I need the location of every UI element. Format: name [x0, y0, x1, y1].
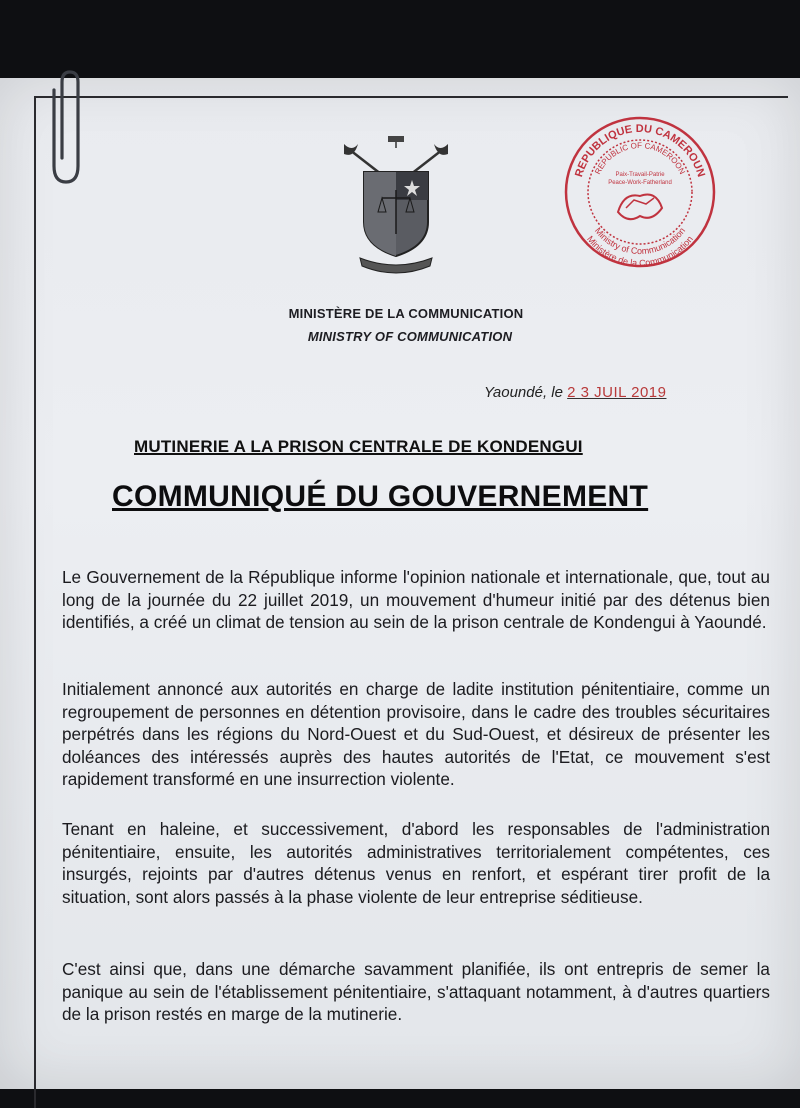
dateline: [484, 384, 666, 401]
stamp-inner-text: REPUBLIC OF CAMEROON: [593, 140, 687, 176]
paragraph: C'est ainsi que, dans une démarche savamment planifiée, ils ont entrepris de semer la panique au sein de l'établissement pénitentiaire, s'attaquant notamment, à d'autres quartiers de la prison restés en marge de la mutinerie.: [62, 959, 770, 1024]
document-title: COMMUNIQUÉ DU GOUVERNEMENT: [112, 480, 649, 513]
document-subtitle: MUTINERIE A LA PRISON CENTRALE DE KONDENGUI: [134, 437, 583, 456]
svg-text:REPUBLIC OF CAMEROON: [593, 141, 687, 176]
paragraph: Initialement annoncé aux autorités en charge de ladite institution pénitentiaire, comme un regroupement de personnes en détention provisoire, dans le cadre des troubles sécuritaires perpétrés dans les régions du Nord-Ouest et du Sud-Ouest, et désireux de présenter les doléances des intéressés auprès des hautes autorités de l'Etat, ce mouvement s'est rapidement transformé en une insurrection violente.: [62, 679, 770, 789]
coat-of-arms-emblem: [336, 130, 456, 280]
paperclip-icon: [40, 70, 90, 188]
dateline-prefix: Yaoundé, le: [484, 384, 563, 401]
ministry-name-fr: MINISTÈRE DE LA COMMUNICATION: [288, 306, 524, 321]
stamp-motto-fr: Paix-Travail-Patrie: [615, 172, 665, 178]
ministry-name-en: MINISTRY OF COMMUNICATION: [307, 329, 513, 344]
date-stamp: 2 3 JUIL 2019: [567, 384, 667, 401]
stamp-motto-en: Peace-Work-Fatherland: [608, 180, 672, 186]
paragraph: Le Gouvernement de la République informe l'opinion nationale et internationale, que, tout au long de la journée du 22 juillet 2019, un mouvement d'humeur initié par des détenus bien identifiés, a créé un climat de tension au sein de la prison centrale de Kondengui à Yaoundé.: [62, 567, 770, 632]
stamp-top-text: REPUBLIQUE DU CAMEROUN: [573, 122, 707, 179]
official-stamp-seal: [560, 112, 720, 272]
stamp-bottom-text: Ministry of Communication: [592, 225, 688, 257]
stamp-bottom-fr-text: Ministère de la Communication: [585, 233, 695, 269]
paragraph: Tenant en haleine, et successivement, d'abord les responsables de l'administration pénitentiaire, ensuite, les autorités administratives territorialement compétentes, ces insurgés, rejoints par d'autres détenus venus en renfort, et espérant tirer profit de la situation, sont alors passés à la phase violente de leur entreprise séditieuse.: [62, 819, 770, 907]
